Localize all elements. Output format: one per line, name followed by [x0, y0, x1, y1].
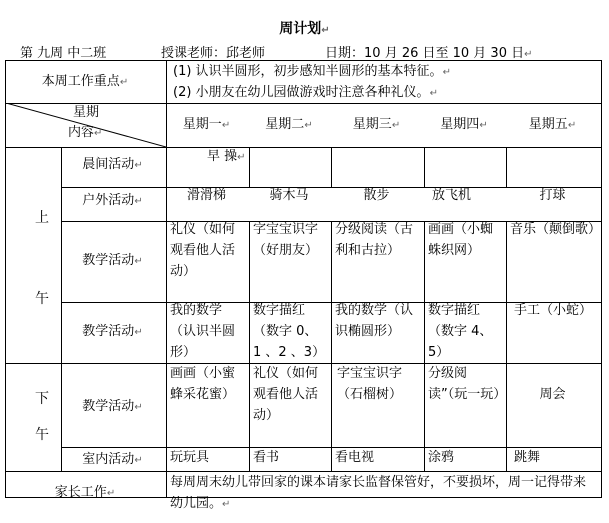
indoor-tue: 看书: [253, 450, 280, 465]
day-header-mon: 星期一↵: [182, 117, 231, 132]
col-rule-d2a: [331, 147, 332, 187]
indoor-wed: 看电视: [335, 450, 375, 465]
indoor-mon: 玩玩具: [170, 450, 210, 465]
day-header-tue: 星期二↵: [265, 117, 313, 132]
family-content: 每周周末幼儿带回家的课本请家长监督保管好，不要损坏，周一记得带来幼儿园。↵: [170, 475, 587, 511]
teaching3-fri: 周会: [539, 387, 566, 402]
teaching2-wed: 我的数学（认识椭圆形）: [335, 303, 414, 339]
outdoor-wed: 散步: [363, 188, 390, 203]
teaching1-thu: 画画（小蜘蛛织网）: [428, 222, 494, 258]
day-header-fri: 星期五↵: [528, 117, 577, 132]
session-pm-1: 下: [35, 391, 49, 407]
day-header-wed: 星期三↵: [352, 117, 401, 132]
teaching3-mon: 画画（小蜜蜂采花蜜）: [170, 366, 236, 402]
teaching3-thu: 分级阅读”（玩一玩）: [428, 366, 507, 402]
focus-item-2: (2) 小朋友在幼儿园做游戏时注意各种礼仪。↵: [173, 85, 438, 100]
day-header-thu: 星期四↵: [440, 117, 488, 132]
col-rule-d4a: [506, 147, 507, 187]
row-label-teaching-3: 教学活动↵: [82, 399, 143, 414]
family-label: 家长工作↵: [54, 485, 116, 500]
col-rule-d2b: [331, 221, 332, 471]
page-title: 周计划↵: [279, 21, 330, 37]
teaching2-fri: 手工（小蛇）: [514, 303, 593, 318]
outdoor-fri: 打球: [539, 188, 566, 203]
indoor-thu: 涂鸦: [428, 450, 455, 465]
teaching1-wed: 分级阅读（古利和古拉）: [335, 222, 414, 258]
col-rule-d1b: [249, 221, 250, 471]
session-am-1: 上: [35, 210, 49, 226]
row-label-indoor: 室内活动↵: [82, 452, 143, 467]
teaching2-tue: 数字描红（数字 0、1 、2 、3）: [253, 303, 326, 360]
corner-content-label: 内容↵: [68, 125, 103, 140]
row-label-teaching-2: 教学活动↵: [82, 324, 143, 339]
corner-week-label: 星期: [73, 105, 100, 120]
col-rule-d1a: [249, 147, 250, 187]
date-info: 日期：10 月 26 日至 10 月 30 日↵: [325, 46, 533, 61]
teaching3-wed: 字宝宝识字（石榴树）: [337, 366, 403, 402]
session-pm-2: 午: [35, 427, 49, 443]
outdoor-tue: 骑木马: [269, 188, 309, 203]
session-am-2: 午: [35, 291, 49, 307]
teaching1-tue: 字宝宝识字（好朋友）: [253, 222, 319, 258]
row-label-outdoor: 户外活动↵: [82, 193, 143, 208]
col-rule-d3a: [424, 147, 425, 187]
focus-label: 本周工作重点↵: [41, 74, 129, 89]
teaching2-mon: 我的数学（认识半圆形）: [170, 303, 236, 360]
teaching1-mon: 礼仪（如何观看他人活动）: [170, 222, 236, 279]
outdoor-mon: 滑滑梯: [186, 188, 226, 203]
row-label-morning: 晨间活动↵: [82, 157, 143, 172]
rule-header: [6, 147, 601, 148]
row-label-teaching-1: 教学活动↵: [82, 253, 143, 268]
week-label: 第 九周 中二班: [20, 46, 107, 61]
focus-item-1: (1) 认识半圆形，初步感知半圆形的基本特征。↵: [173, 64, 451, 79]
teaching2-thu: 数字描红（数字 4、5）: [428, 303, 493, 360]
teacher-info: 授课老师：邱老师: [161, 46, 266, 61]
morning-exercise-content: 早 操↵: [207, 149, 246, 164]
teaching3-tue: 礼仪（如何观看他人活动）: [253, 366, 319, 423]
indoor-fri: 跳舞: [514, 450, 541, 465]
col-rule-d3b: [424, 221, 425, 471]
teaching1-fri: 音乐（颠倒歌）: [510, 222, 602, 237]
col-rule-d4b: [506, 221, 507, 471]
outdoor-thu: 放飞机: [432, 188, 472, 203]
